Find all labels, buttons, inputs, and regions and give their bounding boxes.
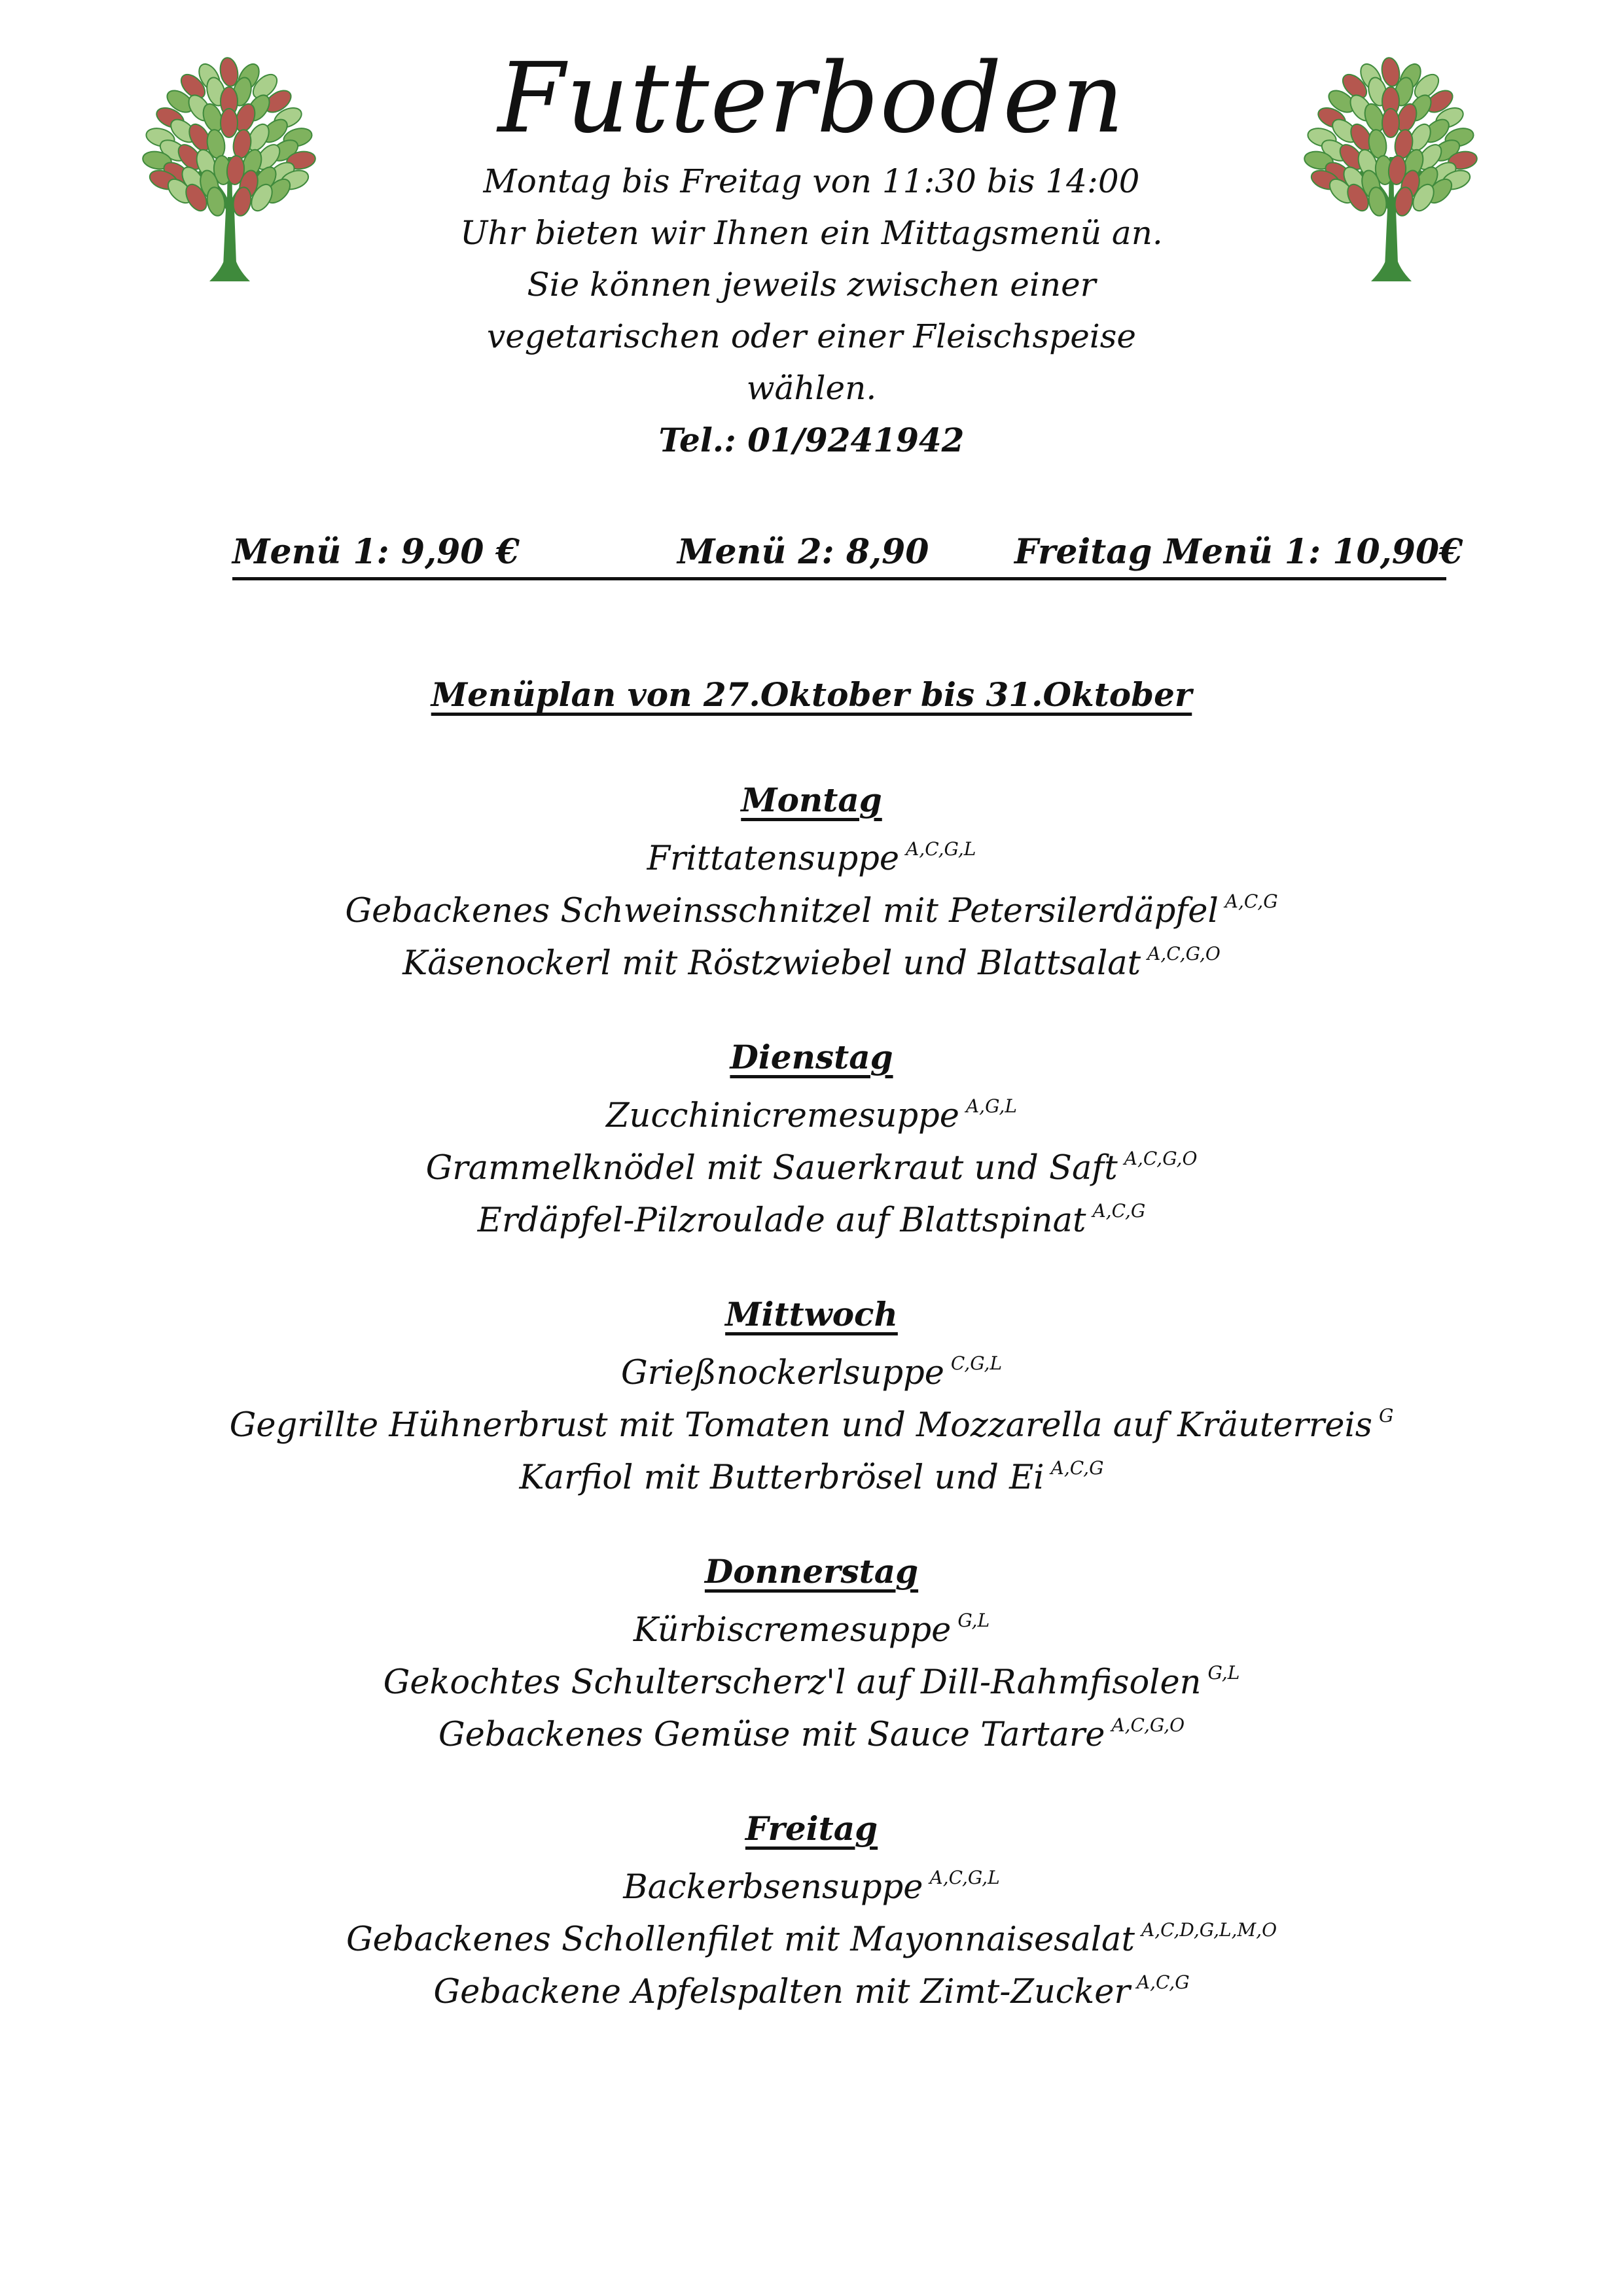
- dish-name: Frittatensuppe: [647, 839, 900, 878]
- intro-line: vegetarischen oder einer Fleischspeise: [486, 317, 1137, 355]
- tree-roots: [209, 255, 250, 281]
- day-heading: Dienstag: [730, 1038, 893, 1076]
- dish-name: Gebackene Apfelspalten mit Zimt-Zucker: [433, 1973, 1130, 2011]
- dish-item: [0, 1133, 1623, 1188]
- dish-name: Gekochtes Schulterscherz'l auf Dill-Rahmfisolen: [383, 1663, 1202, 1702]
- dish-name: Käsenockerl mit Röstzwiebel und Blattsalat: [402, 944, 1141, 983]
- intro-line: Montag bis Freitag von 11:30 bis 14:00: [483, 162, 1140, 200]
- allergen-codes: G: [1378, 1405, 1394, 1426]
- dish-name: Grammelknödel mit Sauerkraut und Saft: [425, 1149, 1118, 1188]
- intro-line: wählen.: [746, 369, 877, 407]
- allergen-codes: A,C,G: [1136, 1971, 1190, 1993]
- page-title: Futterboden: [497, 42, 1126, 154]
- tree-roots: [1371, 255, 1412, 281]
- dish-name: Backerbsensuppe: [623, 1868, 923, 1907]
- price-bar: [232, 527, 1463, 580]
- dish-item: [0, 1185, 1623, 1240]
- dish-item: [0, 1699, 1623, 1752]
- allergen-codes: A,G,L: [965, 1095, 1017, 1117]
- allergen-codes: G,L: [1207, 1662, 1240, 1684]
- price-menu-1: Menü 1: 9,90 €: [232, 532, 520, 572]
- dish-item: [0, 1647, 1623, 1702]
- phone-number: Tel.: 01/9241942: [658, 421, 965, 459]
- dish-name: Karfiol mit Butterbrösel und Ei: [519, 1458, 1044, 1497]
- allergen-codes: A,C,G,L: [929, 1867, 1000, 1888]
- dish-item: [0, 1390, 1623, 1445]
- dish-name: Grießnockerlsuppe: [620, 1354, 944, 1392]
- intro-line: Uhr bieten wir Ihnen ein Mittagsmenü an.: [460, 214, 1163, 252]
- dish-name: Kürbiscremesuppe: [633, 1611, 952, 1650]
- dish-item: [0, 1442, 1623, 1497]
- allergen-codes: A,C,G,L: [906, 838, 976, 860]
- dish-name: Erdäpfel-Pilzroulade auf Blattspinat: [477, 1201, 1086, 1240]
- day-section-dienstag: [0, 1034, 1623, 1240]
- dish-item: [0, 1852, 1623, 1907]
- dish-name: Gebackenes Schweinsschnitzel mit Petersilerdäpfel: [345, 892, 1219, 930]
- allergen-codes: A,C,G,O: [1147, 943, 1221, 964]
- price-friday-menu-1: Freitag Menü 1: 10,90€: [1014, 532, 1463, 572]
- intro-line: Sie können jeweils zwischen einer: [527, 266, 1096, 304]
- dish-item: [0, 1595, 1623, 1650]
- dish-item: [0, 823, 1623, 878]
- weekly-menu: [0, 777, 1623, 2063]
- dish-name: Gebackenes Gemüse mit Sauce Tartare: [438, 1716, 1105, 1754]
- day-heading: Mittwoch: [725, 1295, 898, 1333]
- allergen-codes: G,L: [957, 1610, 990, 1631]
- day-heading: Donnerstag: [704, 1552, 919, 1591]
- day-heading: Montag: [741, 781, 882, 819]
- day-section-montag: [0, 777, 1623, 983]
- allergen-codes: A,C,G: [1224, 891, 1278, 912]
- allergen-codes: A,C,G,O: [1124, 1148, 1198, 1169]
- menu-plan-title: Menüplan von 27.Oktober bis 31.Oktober: [431, 675, 1192, 714]
- day-section-donnerstag: [0, 1549, 1623, 1752]
- dish-name: Gegrillte Hühnerbrust mit Tomaten und Mozzarella auf Kräuterreis: [229, 1406, 1372, 1445]
- day-section-mittwoch: [0, 1292, 1623, 1497]
- day-heading: Freitag: [745, 1809, 878, 1848]
- dish-item: [0, 1337, 1623, 1390]
- dish-item: [0, 1956, 1623, 2009]
- day-section-freitag: [0, 1806, 1623, 2009]
- dish-item: [0, 1080, 1623, 1133]
- intro-text: [458, 156, 1165, 466]
- allergen-codes: A,C,G: [1092, 1200, 1146, 1222]
- allergen-codes: A,C,D,G,L,M,O: [1141, 1919, 1277, 1941]
- allergen-codes: A,C,G: [1050, 1457, 1104, 1479]
- dish-item: [0, 875, 1623, 928]
- allergen-codes: C,G,L: [950, 1352, 1003, 1374]
- dish-name: Zucchinicremesuppe: [606, 1097, 959, 1135]
- price-menu-2: Menü 2: 8,90: [677, 532, 929, 572]
- allergen-codes: A,C,G,O: [1111, 1714, 1185, 1736]
- dish-item: [0, 1904, 1623, 1959]
- dish-name: Gebackenes Schollenfilet mit Mayonnaisesalat: [346, 1920, 1135, 1959]
- dish-item: [0, 928, 1623, 983]
